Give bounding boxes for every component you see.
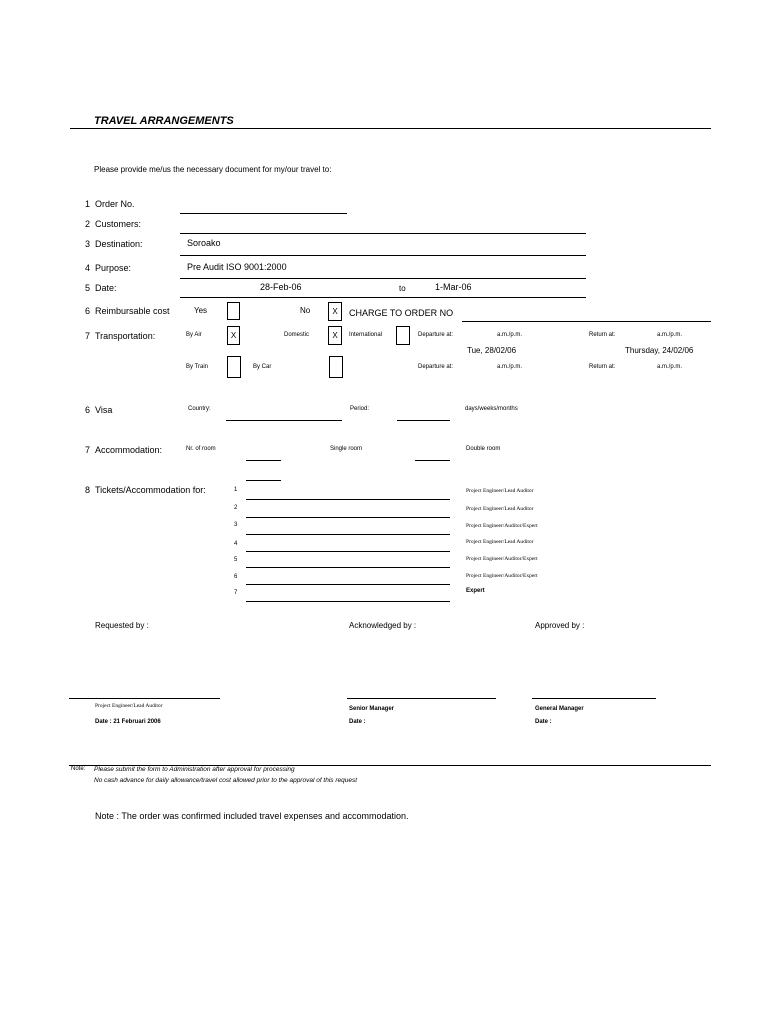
ticket-row-num: 4 xyxy=(234,541,238,547)
double-room-label: Double room xyxy=(466,446,501,452)
ticket-row-num: 2 xyxy=(234,505,238,511)
date-label: Date: xyxy=(95,283,117,293)
by-train-checkbox[interactable] xyxy=(227,356,241,378)
order-no-field[interactable] xyxy=(180,213,347,214)
ticket-row-role: Expert xyxy=(466,588,485,594)
purpose-value[interactable]: Pre Audit ISO 9001:2000 xyxy=(187,262,287,272)
destination-value[interactable]: Soroako xyxy=(187,238,221,248)
by-air-label: By Air xyxy=(186,332,202,338)
footer-note: Note : The order was confirmed included travel expenses and accommodation. xyxy=(95,811,409,821)
date-to-label: to xyxy=(399,284,406,293)
ticket-row-role: Project Engineer/Lead Auditor xyxy=(466,539,534,545)
purpose-num: 4 xyxy=(85,263,91,273)
train-return-ampm: a.m./p.m. xyxy=(657,364,683,370)
acknowledged-by-label: Acknowledged by : xyxy=(349,621,417,630)
requester-signature-line[interactable] xyxy=(69,698,220,699)
ticket-row-role: Project Engineer/Lead Auditor xyxy=(466,488,534,494)
date-field xyxy=(180,297,586,298)
acknowledger-date: Date : xyxy=(349,719,366,725)
by-car-label: By Car xyxy=(253,364,272,370)
date-to[interactable]: 1-Mar-06 xyxy=(435,282,472,292)
train-departure-at-label: Departure at: xyxy=(418,364,454,370)
visa-num: 6 xyxy=(85,405,91,415)
domestic-label: Domestic xyxy=(284,332,310,338)
ticket-row-field[interactable] xyxy=(246,601,450,602)
customers-field[interactable] xyxy=(180,233,586,234)
title-rule xyxy=(70,128,711,129)
acknowledger-signature-line[interactable] xyxy=(347,698,496,699)
requested-by-label: Requested by : xyxy=(95,621,149,630)
ticket-row-role: Project Engineer/Auditor/Expert xyxy=(466,556,538,562)
transportation-num: 7 xyxy=(85,331,91,341)
requester-title: Project Engineer/Lead Auditor xyxy=(95,703,163,709)
tickets-label: Tickets/Accommodation for: xyxy=(95,485,206,495)
customers-label: Customers: xyxy=(95,219,142,229)
customers-num: 2 xyxy=(85,219,91,229)
charge-to-order-label: CHARGE TO ORDER NO xyxy=(349,308,454,318)
destination-field xyxy=(180,255,586,256)
order-no-num: 1 xyxy=(85,199,91,209)
reimbursable-no-label: No xyxy=(300,306,311,315)
ticket-row-field[interactable] xyxy=(246,499,450,500)
approver-signature-line[interactable] xyxy=(532,698,656,699)
reimbursable-yes-checkbox[interactable] xyxy=(227,302,240,320)
visa-country-label: Country: xyxy=(188,406,211,412)
by-air-checkbox[interactable]: X xyxy=(227,326,240,345)
destination-label: Destination: xyxy=(95,239,143,249)
approver-title: General Manager xyxy=(535,706,584,712)
departure-at-label: Departure at: xyxy=(418,332,454,338)
reimbursable-label: Reimbursable cost xyxy=(95,306,170,316)
train-departure-ampm: a.m./p.m. xyxy=(497,364,523,370)
ticket-row-field[interactable] xyxy=(246,567,450,568)
order-no-label: Order No. xyxy=(95,199,135,209)
ticket-row-field[interactable] xyxy=(246,517,450,518)
reimbursable-yes-label: Yes xyxy=(194,306,208,315)
reimbursable-no-checkbox[interactable]: X xyxy=(328,302,342,321)
single-room-field[interactable] xyxy=(415,460,450,461)
note-line-2: No cash advance for daily allowance/travel cost allowed prior to the approval of this request xyxy=(94,777,358,784)
date-from[interactable]: 28-Feb-06 xyxy=(260,282,302,292)
ticket-row-field[interactable] xyxy=(246,584,450,585)
visa-country-field[interactable] xyxy=(226,420,342,421)
return-date[interactable]: Thursday, 24/02/06 xyxy=(625,346,694,355)
ticket-row-role: Project Engineer/Lead Auditor xyxy=(466,506,534,512)
return-at-label: Return at: xyxy=(589,332,616,338)
ticket-row-role: Project Engineer/Auditor/Expert xyxy=(466,573,538,579)
by-train-label: By Train xyxy=(186,364,209,370)
form-title: TRAVEL ARRANGEMENTS xyxy=(94,115,234,127)
visa-label: Visa xyxy=(95,405,113,415)
departure-ampm: a.m./p.m. xyxy=(497,332,523,338)
ticket-row-field[interactable] xyxy=(246,534,450,535)
accommodation-label: Accommodation: xyxy=(95,445,163,455)
note-line-1: Please submit the form to Administration after approval for processing xyxy=(94,766,295,773)
destination-num: 3 xyxy=(85,239,91,249)
date-num: 5 xyxy=(85,283,91,293)
ticket-row-num: 7 xyxy=(234,590,238,596)
transportation-label: Transportation: xyxy=(95,331,156,341)
ticket-row-num: 3 xyxy=(234,522,238,528)
domestic-checkbox[interactable]: X xyxy=(328,326,342,345)
nr-room-label: Nr. of room xyxy=(186,446,216,452)
note-label: Note: xyxy=(71,766,86,772)
nr-room-field[interactable] xyxy=(246,460,281,461)
ticket-row-role: Project Engineer/Auditor/Expert xyxy=(466,523,538,529)
reimbursable-num: 6 xyxy=(85,306,91,316)
by-car-checkbox[interactable] xyxy=(329,356,343,378)
requester-date: Date : 21 Februari 2006 xyxy=(95,719,161,725)
international-label: International xyxy=(349,332,383,338)
train-return-at-label: Return at: xyxy=(589,364,616,370)
charge-order-field[interactable] xyxy=(462,321,711,322)
international-checkbox[interactable] xyxy=(396,326,410,345)
visa-period-field[interactable] xyxy=(397,420,450,421)
ticket-row-num: 6 xyxy=(234,574,238,580)
single-room-label: Single room xyxy=(330,446,363,452)
double-room-field[interactable] xyxy=(246,480,281,481)
intro-text: Please provide me/us the necessary document for my/our travel to: xyxy=(94,165,332,174)
departure-date[interactable]: Tue, 28/02/06 xyxy=(467,346,517,355)
visa-unit-label: days/weeks/months xyxy=(465,406,518,412)
purpose-label: Purpose: xyxy=(95,263,132,273)
tickets-num: 8 xyxy=(85,485,91,495)
acknowledger-title: Senior Manager xyxy=(349,706,395,712)
purpose-field xyxy=(180,278,586,279)
accommodation-num: 7 xyxy=(85,445,91,455)
approved-by-label: Approved by : xyxy=(535,621,585,630)
ticket-row-num: 5 xyxy=(234,557,238,563)
visa-period-label: Period: xyxy=(350,406,370,412)
ticket-row-field[interactable] xyxy=(246,551,450,552)
ticket-row-num: 1 xyxy=(234,487,238,493)
approver-date: Date : xyxy=(535,719,552,725)
return-ampm: a.m./p.m. xyxy=(657,332,683,338)
